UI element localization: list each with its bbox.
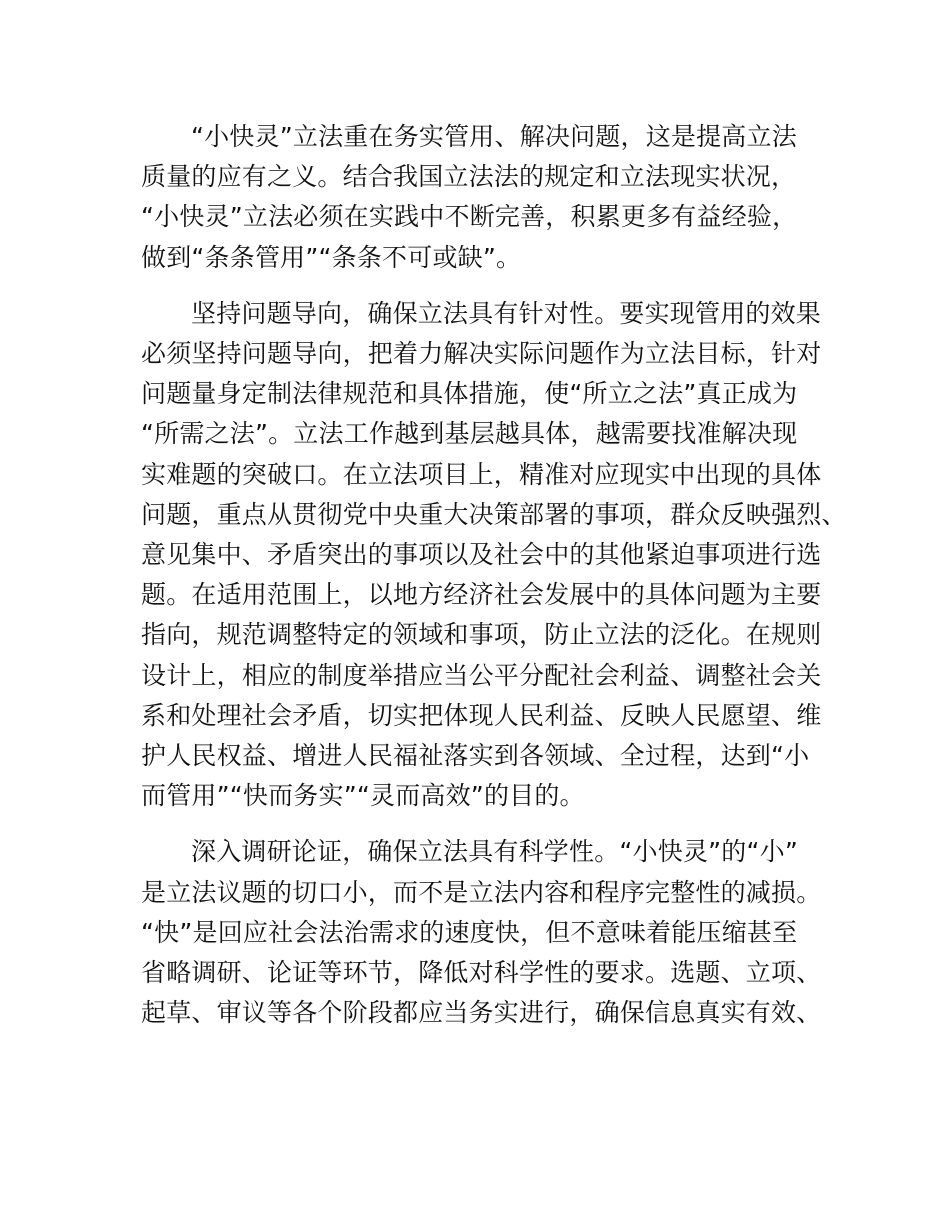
text-line: 深入调研论证，确保立法具有科学性。“小快灵”的“小” [191, 837, 799, 867]
text-line: 问题，重点从贯彻党中央重大决策部署的事项，群众反映强烈、 [141, 499, 847, 529]
paragraph-1 [141, 117, 821, 278]
text-line: “小快灵”立法重在务实管用、解决问题，这是提高立法 [191, 122, 797, 151]
paragraph-3 [141, 832, 821, 1033]
paragraph-2 [141, 294, 847, 817]
text-line: 起草、审议等各个阶段都应当务实进行，确保信息真实有效、 [141, 998, 822, 1028]
text-line: 护人民权益、增进人民福祉落实到各领域、全过程，达到“小 [141, 741, 810, 771]
document-body [141, 117, 847, 1033]
text-line: 必须坚持问题导向，把着力解决实际问题作为立法目标，针对 [141, 339, 822, 369]
text-line: 省略调研、论证等环节，降低对科学性的要求。选题、立项、 [141, 958, 822, 988]
text-line: “所需之法”。立法工作越到基层越具体，越需要找准解决现 [141, 419, 798, 449]
text-line: 指向，规范调整特定的领域和事项，防止立法的泛化。在规则 [141, 620, 822, 650]
paragraph-gap [141, 816, 821, 832]
text-line: 坚持问题导向，确保立法具有针对性。要实现管用的效果 [191, 298, 822, 328]
text-line: 质量的应有之义。结合我国立法法的规定和立法现实状况， [141, 162, 797, 192]
text-line: 而管用”“快而务实”“灵而高效”的目的。 [141, 781, 585, 811]
text-line: 问题量身定制法律规范和具体措施，使“所立之法”真正成为 [141, 379, 798, 409]
text-line: 是立法议题的切口小，而不是立法内容和程序完整性的减损。 [141, 877, 822, 907]
text-line: “小快灵”立法必须在实践中不断完善，积累更多有益经验， [141, 202, 798, 232]
text-line: 做到“条条管用”“条条不可或缺”。 [141, 242, 522, 272]
text-line: 设计上，相应的制度举措应当公平分配社会利益、调整社会关 [141, 660, 822, 690]
paragraph-gap [141, 278, 821, 294]
text-line: 题。在适用范围上，以地方经济社会发展中的具体问题为主要 [141, 580, 822, 610]
text-line: 系和处理社会矛盾，切实把体现人民利益、反映人民愿望、维 [141, 700, 822, 730]
text-line: 实难题的突破口。在立法项目上，精准对应现实中出现的具体 [141, 459, 822, 489]
text-line: 意见集中、矛盾突出的事项以及社会中的其他紧迫事项进行选 [141, 540, 822, 570]
text-line: “快”是回应社会法治需求的速度快，但不意味着能压缩甚至 [141, 917, 798, 947]
